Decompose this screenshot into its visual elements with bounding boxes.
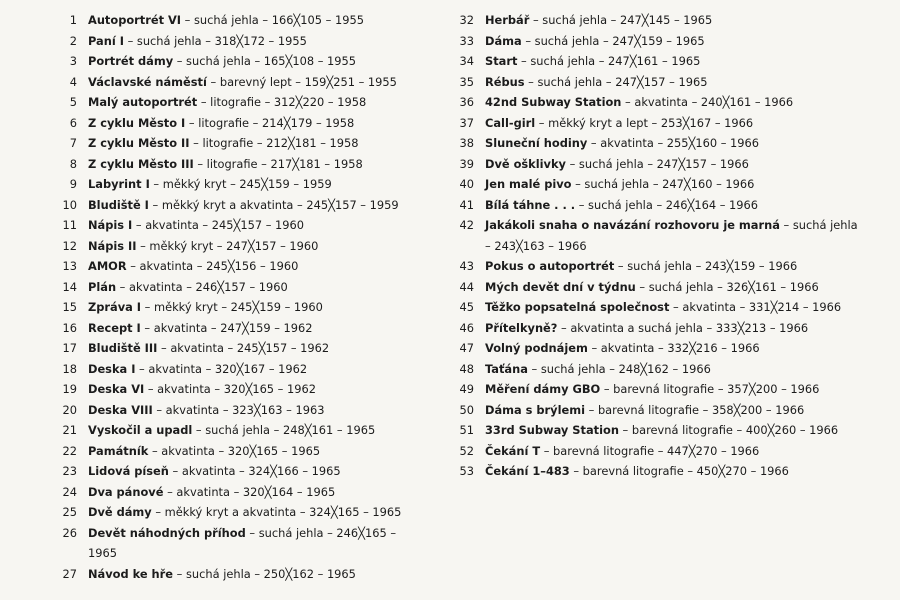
catalogue-entry — [452, 92, 872, 113]
catalogue-entry — [55, 338, 455, 359]
catalogue-entry — [55, 113, 455, 134]
entry-details: – suchá jehla – 166╳105 – 1955 — [181, 13, 364, 27]
entry-title: Bludiště I — [88, 197, 149, 212]
entry-title: Dáma — [485, 33, 522, 48]
entry-details: – barevná litografie – 357╳200 – 1966 — [600, 382, 820, 396]
entry-number: 26 — [62, 525, 77, 540]
catalogue-entry — [55, 461, 455, 482]
catalogue-column-right — [452, 10, 872, 482]
catalogue-entry — [452, 420, 860, 441]
catalogue-entry — [452, 256, 872, 277]
entry-details: – suchá jehla – 243╳159 – 1966 — [614, 259, 798, 273]
entry-title: Rébus — [485, 74, 525, 89]
entry-details: – akvatinta – 246╳157 – 1960 — [116, 279, 288, 294]
entry-title: Čekání 1–483 — [485, 464, 570, 478]
entry-number: 35 — [459, 74, 474, 89]
entry-number: 45 — [459, 300, 474, 314]
catalogue-entry — [55, 441, 455, 462]
entry-details: – měkký kryt a akvatinta – 245╳157 – 1959 — [148, 197, 399, 212]
entry-title: Start — [485, 54, 518, 68]
catalogue-entry — [55, 154, 455, 175]
entry-number: 44 — [459, 279, 474, 294]
entry-title: Z cyklu Město III — [88, 156, 194, 171]
catalogue-entry — [452, 338, 872, 359]
entry-details: – barevná litografie – 450╳270 – 1966 — [569, 464, 789, 478]
entry-title: Portrét dámy — [88, 54, 174, 68]
entry-number: 39 — [459, 156, 474, 171]
entry-details: – suchá jehla – 250╳162 – 1965 — [173, 566, 356, 581]
entry-details: – akvatinta – 245╳157 – 1962 — [157, 341, 330, 355]
entry-number: 25 — [62, 505, 77, 519]
catalogue-entry — [452, 277, 860, 298]
entry-title: Těžko popsatelná společnost — [485, 300, 670, 314]
entry-details: – měkký kryt – 245╳159 – 1960 — [141, 300, 323, 314]
entry-number: 24 — [62, 484, 77, 499]
entry-number: 18 — [62, 361, 77, 376]
entry-details: – akvatinta a suchá jehla – 333╳213 – 1966 — [557, 320, 809, 335]
catalogue-entry — [55, 379, 455, 400]
catalogue-entry — [452, 461, 872, 482]
entry-details: – akvatinta – 320╳167 – 1962 — [135, 361, 308, 376]
entry-details: – akvatinta – 240╳161 – 1966 — [621, 95, 794, 109]
entry-title: Herbář — [485, 13, 530, 27]
entry-number: 4 — [69, 74, 77, 89]
entry-number: 43 — [459, 259, 474, 273]
catalogue-entry — [55, 564, 455, 585]
entry-title: Nápis I — [88, 218, 133, 232]
entry-title: Dvě dámy — [88, 505, 152, 519]
entry-number: 5 — [69, 95, 77, 109]
entry-title: 42nd Subway Station — [485, 95, 622, 109]
entry-details: – akvatinta – 332╳216 – 1966 — [587, 341, 760, 355]
entry-details: – litografie – 214╳179 – 1958 — [185, 115, 355, 130]
catalogue-entry — [55, 277, 455, 298]
entry-details: – měkký kryt a lept – 253╳167 – 1966 — [535, 115, 754, 130]
catalogue-entry — [55, 195, 455, 216]
entry-number: 8 — [69, 156, 77, 171]
entry-number: 16 — [62, 320, 77, 335]
entry-title: Návod ke hře — [88, 566, 174, 581]
entry-number: 11 — [62, 218, 77, 232]
catalogue-entry — [55, 92, 455, 113]
entry-number: 22 — [62, 443, 77, 458]
entry-number: 34 — [459, 54, 474, 68]
catalogue-entry — [452, 133, 872, 154]
entry-title: Call-girl — [485, 115, 536, 130]
entry-number: 32 — [459, 13, 474, 27]
entry-title: Zpráva I — [88, 300, 142, 314]
entry-title: Jakákoli snaha o navázání rozhovoru je marná — [485, 218, 780, 232]
entry-number: 33 — [459, 33, 474, 48]
entry-details: – akvatinta – 320╳164 – 1965 — [163, 484, 336, 499]
catalogue-entry — [55, 31, 455, 52]
catalogue-entry — [55, 10, 455, 31]
catalogue-entry — [452, 72, 872, 93]
entry-number: 10 — [62, 197, 77, 212]
catalogue-column-left — [55, 10, 455, 584]
entry-number: 20 — [62, 402, 77, 417]
entry-number: 46 — [459, 320, 474, 335]
entry-details: – suchá jehla – 248╳161 – 1965 — [192, 423, 376, 437]
entry-title: Nápis II — [88, 238, 137, 253]
entry-number: 19 — [62, 382, 77, 396]
entry-title: Malý autoportrét — [88, 95, 198, 109]
catalogue-entry — [452, 400, 860, 421]
entry-details: – suchá jehla – 247╳159 – 1965 — [521, 33, 705, 48]
catalogue-entry — [452, 10, 872, 31]
entry-number: 48 — [459, 361, 474, 376]
entry-title: Dva pánové — [88, 484, 164, 499]
entry-number: 51 — [459, 423, 474, 437]
entry-details: – suchá jehla – 247╳157 – 1966 — [566, 156, 749, 171]
entry-title: Autoportrét VI — [88, 13, 182, 27]
entry-title: Taťána — [485, 361, 528, 376]
catalogue-entry — [55, 318, 455, 339]
catalogue-entry — [452, 31, 872, 52]
entry-title: Labyrint I — [88, 177, 150, 191]
entry-title: Bílá táhne . . . — [485, 197, 576, 212]
entry-details: – akvatinta – 324╳166 – 1965 — [168, 464, 341, 478]
entry-number: 13 — [62, 259, 77, 273]
catalogue-entry — [452, 154, 872, 175]
catalogue-entry — [452, 215, 860, 256]
entry-details: – suchá jehla – 247╳160 – 1966 — [571, 177, 755, 191]
entry-details: – suchá jehla – 243╳163 – 1966 — [485, 218, 858, 253]
catalogue-entry — [452, 379, 860, 400]
catalogue-entry — [55, 174, 455, 195]
entry-number: 40 — [459, 177, 474, 191]
entry-details: – akvatinta – 323╳163 – 1963 — [152, 402, 325, 417]
entry-title: Deska VI — [88, 382, 145, 396]
entry-title: Plán — [88, 279, 117, 294]
entry-details: – akvatinta – 247╳159 – 1962 — [140, 320, 313, 335]
entry-title: Deska VIII — [88, 402, 153, 417]
entry-title: Z cyklu Město I — [88, 115, 186, 130]
catalogue-entry — [452, 113, 872, 134]
entry-title: Jen malé pivo — [485, 177, 572, 191]
entry-number: 2 — [69, 33, 77, 48]
entry-number: 15 — [62, 300, 77, 314]
catalogue-entry — [55, 523, 428, 564]
entry-details: – akvatinta – 320╳165 – 1965 — [148, 443, 321, 458]
entry-number: 41 — [459, 197, 474, 212]
entry-title: Mých devět dní v týdnu — [485, 279, 636, 294]
entry-details: – suchá jehla – 247╳145 – 1965 — [529, 13, 713, 27]
entry-details: – suchá jehla – 246╳164 – 1966 — [575, 197, 759, 212]
entry-title: Lidová píseň — [88, 464, 169, 478]
catalogue-entry — [55, 256, 455, 277]
catalogue-entry — [452, 174, 872, 195]
entry-title: Sluneční hodiny — [485, 136, 588, 150]
entry-title: 33rd Subway Station — [485, 423, 619, 437]
entry-title: Měření dámy GBO — [485, 382, 601, 396]
entry-details: – suchá jehla – 318╳172 – 1955 — [123, 33, 307, 48]
entry-number: 17 — [62, 341, 77, 355]
entry-title: Čekání T — [485, 443, 541, 458]
catalogue-entry — [55, 482, 455, 503]
entry-details: – barevná litografie – 447╳270 – 1966 — [540, 443, 760, 458]
entry-number: 42 — [459, 218, 474, 232]
entry-title: Vyskočil a upadl — [88, 423, 193, 437]
entry-title: Volný podnájem — [485, 341, 588, 355]
entry-details: – akvatinta – 245╳157 – 1960 — [132, 218, 304, 232]
entry-number: 50 — [459, 402, 474, 417]
entry-title: Paní I — [88, 33, 124, 48]
catalogue-entry — [452, 195, 872, 216]
entry-details: – měkký kryt – 245╳159 – 1959 — [149, 177, 332, 191]
entry-title: Dáma s brýlemi — [485, 402, 586, 417]
entry-number: 7 — [69, 136, 77, 150]
entry-number: 38 — [459, 136, 474, 150]
catalogue-entry — [55, 236, 455, 257]
entry-title: Deska I — [88, 361, 136, 376]
entry-details: – litografie – 217╳181 – 1958 — [193, 156, 363, 171]
entry-details: – suchá jehla – 326╳161 – 1966 — [635, 279, 819, 294]
catalogue-entry — [55, 400, 455, 421]
entry-number: 12 — [62, 238, 77, 253]
catalogue-entry — [55, 297, 455, 318]
entry-title: AMOR — [88, 259, 127, 273]
entry-details: – měkký kryt a akvatinta – 324╳165 – 1965 — [151, 505, 402, 519]
entry-number: 47 — [459, 341, 474, 355]
catalogue-entry — [55, 133, 455, 154]
entry-details: – akvatinta – 331╳214 – 1966 — [669, 300, 842, 314]
entry-number: 1 — [69, 13, 77, 27]
entry-title: Pokus o autoportrét — [485, 259, 615, 273]
entry-number: 6 — [69, 115, 77, 130]
entry-number: 14 — [62, 279, 77, 294]
catalogue-entry — [452, 297, 860, 318]
entry-number: 23 — [62, 464, 77, 478]
entry-details: – litografie – 312╳220 – 1958 — [197, 95, 367, 109]
catalogue-entry — [452, 359, 872, 380]
entry-number: 27 — [62, 566, 77, 581]
entry-title: Přítelkyně? — [485, 320, 558, 335]
entry-title: Recept I — [88, 320, 141, 335]
entry-number: 9 — [69, 177, 77, 191]
entry-details: – litografie – 212╳181 – 1958 — [189, 136, 359, 150]
entry-details: – měkký kryt – 247╳157 – 1960 — [136, 238, 319, 253]
entry-details: – suchá jehla – 248╳162 – 1966 — [527, 361, 711, 376]
catalogue-entry — [452, 318, 860, 339]
entry-details: – akvatinta – 255╳160 – 1966 — [587, 136, 760, 150]
entry-number: 53 — [459, 464, 474, 478]
entry-number: 49 — [459, 382, 474, 396]
catalogue-entry — [55, 51, 455, 72]
catalogue-entry — [452, 441, 872, 462]
entry-title: Bludiště III — [88, 341, 158, 355]
catalogue-entry — [55, 215, 455, 236]
entry-title: Z cyklu Město II — [88, 136, 190, 150]
catalogue-entry — [55, 72, 455, 93]
entry-number: 21 — [62, 423, 77, 437]
entry-details: – suchá jehla – 247╳161 – 1965 — [517, 54, 701, 68]
catalogue-entry — [55, 502, 455, 523]
entry-details: – akvatinta – 320╳165 – 1962 — [144, 382, 316, 396]
entry-details: – akvatinta – 245╳156 – 1960 — [126, 259, 299, 273]
entry-title: Dvě ošklivky — [485, 156, 566, 171]
catalogue-entry — [55, 420, 455, 441]
entry-details: – barevná litografie – 358╳200 – 1966 — [585, 402, 805, 417]
entry-number: 36 — [459, 95, 474, 109]
entry-number: 52 — [459, 443, 474, 458]
entry-number: 37 — [459, 115, 474, 130]
entry-title: Devět náhodných příhod — [88, 525, 246, 540]
entry-details: – barevná litografie – 400╳260 – 1966 — [618, 423, 839, 437]
entry-details: – suchá jehla – 246╳165 – 1965 — [88, 525, 397, 560]
entry-details: – barevný lept – 159╳251 – 1955 — [206, 74, 397, 89]
catalogue-entry — [452, 51, 872, 72]
catalogue-entry — [55, 359, 455, 380]
entry-details: – suchá jehla – 247╳157 – 1965 — [524, 74, 708, 89]
entry-title: Památník — [88, 443, 149, 458]
entry-title: Václavské náměstí — [88, 74, 207, 89]
entry-number: 3 — [69, 54, 77, 68]
entry-details: – suchá jehla – 165╳108 – 1955 — [173, 54, 357, 68]
